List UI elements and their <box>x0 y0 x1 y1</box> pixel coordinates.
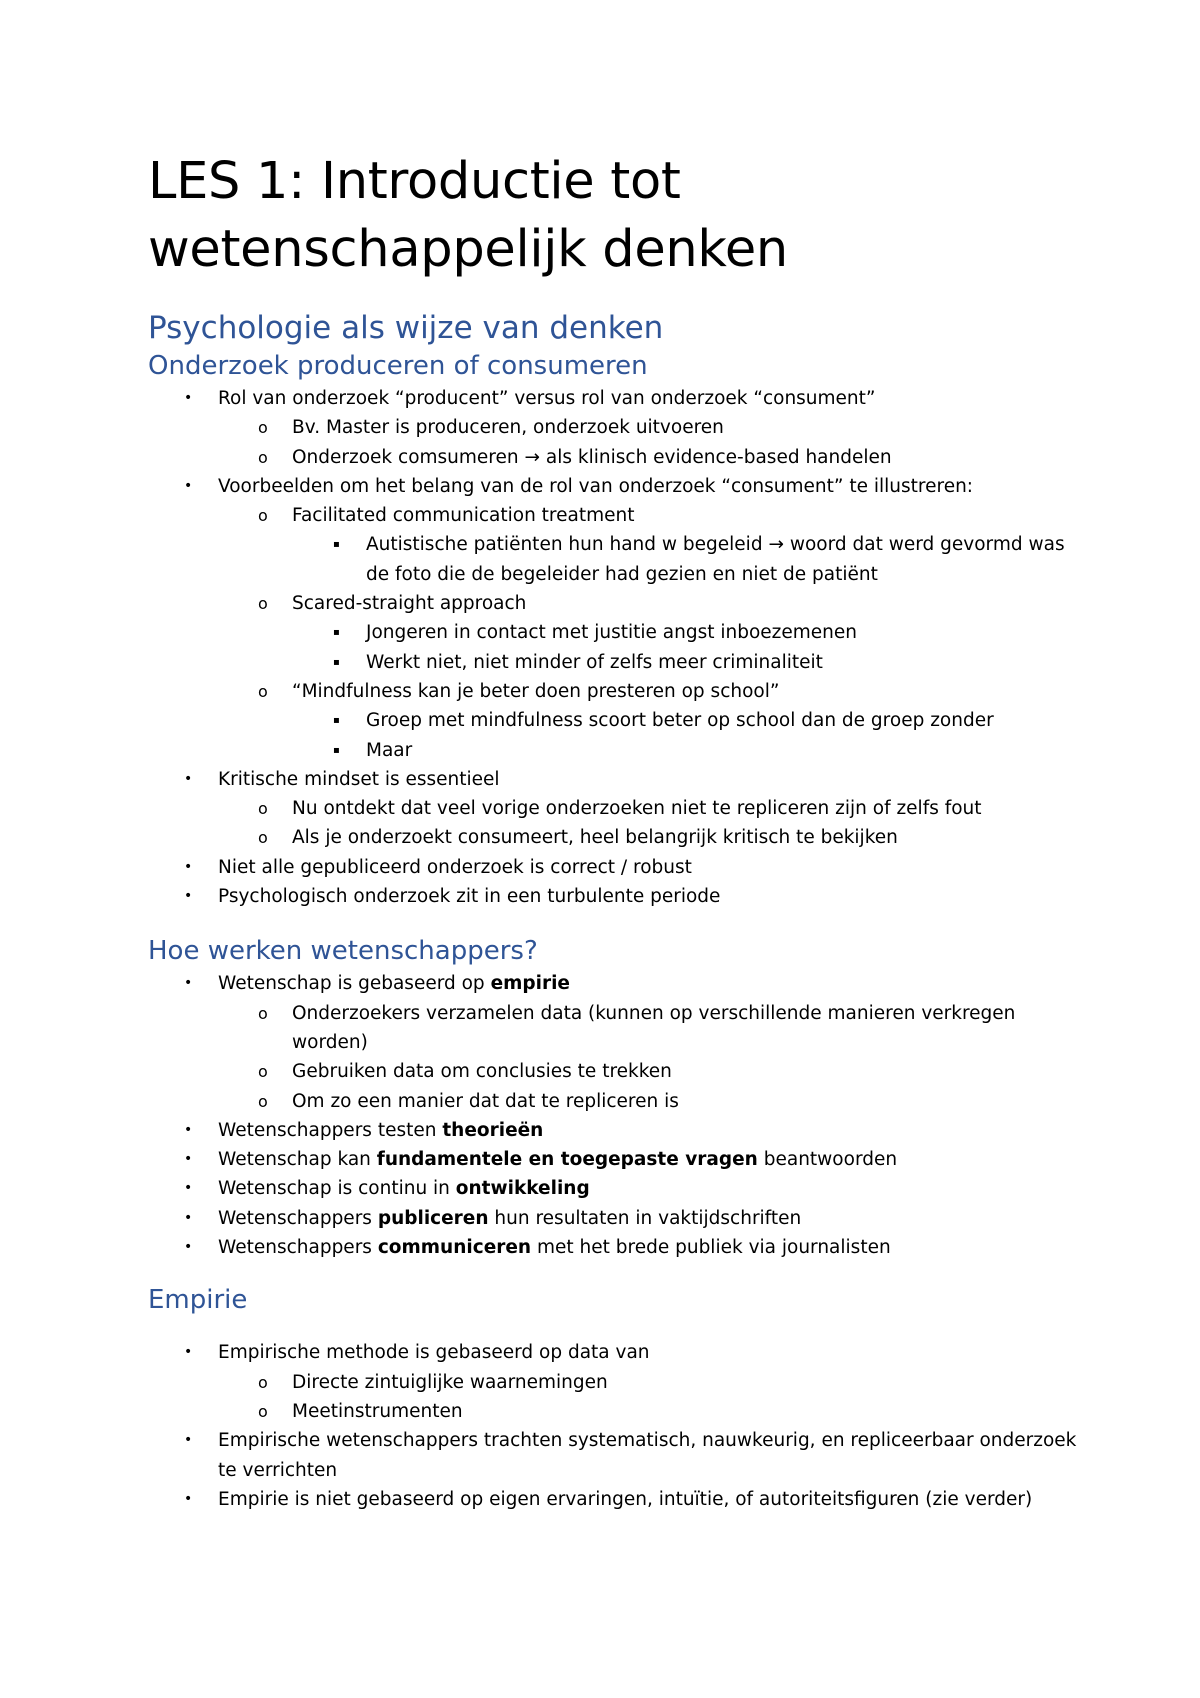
list-item: o Om zo een manier dat dat te repliceren is <box>148 1087 1088 1116</box>
list-item: • Wetenschappers testen theorieën <box>148 1116 1088 1145</box>
circle-bullet-icon: o <box>258 506 268 526</box>
list-item: • Wetenschap is continu in ontwikkeling <box>148 1174 1088 1203</box>
list-item: • Kritische mindset is essentieel <box>148 765 1088 794</box>
list-item: ▪ Werkt niet, niet minder of zelfs meer criminaliteit <box>148 648 1088 677</box>
bullet-icon: • <box>184 1432 193 1449</box>
square-bullet-icon: ▪ <box>333 744 340 756</box>
list-item: o Nu ontdekt dat veel vorige onderzoeken niet te repliceren zijn of zelfs fout <box>148 794 1088 823</box>
list-item: • Wetenschappers publiceren hun resultaten in vaktijdschriften <box>148 1204 1088 1233</box>
list-item: o Onderzoek comsumeren → als klinisch evidence-based handelen <box>148 443 1088 472</box>
list-section2 <box>148 969 1088 1262</box>
list-item: • Empirische wetenschappers trachten systematisch, nauwkeurig, en repliceerbaar onderzoek te verrichten <box>148 1426 1088 1485</box>
list-item: • Wetenschappers communiceren met het brede publiek via journalisten <box>148 1233 1088 1262</box>
circle-bullet-icon: o <box>258 828 268 848</box>
bullet-icon: • <box>184 975 193 992</box>
circle-bullet-icon: o <box>258 1091 268 1111</box>
bullet-icon: • <box>184 1239 193 1256</box>
circle-bullet-icon: o <box>258 418 268 438</box>
list-item: o Scared-straight approach <box>148 589 1088 618</box>
document-title <box>148 148 1088 284</box>
arrow-right-icon: → <box>524 446 541 468</box>
title-line-1: LES 1: Introductie tot <box>148 152 681 211</box>
heading-empirie: Empirie <box>148 1285 248 1316</box>
list-item: o Gebruiken data om conclusies te trekken <box>148 1057 1088 1086</box>
circle-bullet-icon: o <box>258 1401 268 1421</box>
bullet-icon: • <box>184 858 193 875</box>
circle-bullet-icon: o <box>258 1372 268 1392</box>
subheading-onderzoek: Onderzoek produceren of consumeren <box>148 351 648 381</box>
list-item: • Wetenschap is gebaseerd op empirie <box>148 969 1088 998</box>
square-bullet-icon: ▪ <box>333 715 340 727</box>
list-section1 <box>148 384 1088 911</box>
square-bullet-icon: ▪ <box>333 539 340 551</box>
bullet-icon: • <box>184 390 193 406</box>
list-item: • Rol van onderzoek “producent” versus rol van onderzoek “consument” <box>148 384 1088 413</box>
list-item: • Voorbeelden om het belang van de rol van onderzoek “consument” te illustreren: <box>148 472 1088 501</box>
list-item: • Psychologisch onderzoek zit in een turbulente periode <box>148 882 1088 911</box>
square-bullet-icon: ▪ <box>333 656 340 668</box>
list-item: o Onderzoekers verzamelen data (kunnen op verschillende manieren verkregen worden) <box>148 999 1088 1058</box>
list-item: • Empirie is niet gebaseerd op eigen ervaringen, intuïtie, of autoriteitsfiguren (zie verder) <box>148 1485 1088 1514</box>
heading-psychologie: Psychologie als wijze van denken <box>148 310 664 346</box>
list-item: • Empirische methode is gebaseerd op data van <box>148 1338 1088 1367</box>
bullet-icon: • <box>184 1490 193 1507</box>
bullet-icon: • <box>184 1121 193 1138</box>
bullet-icon: • <box>184 1180 193 1197</box>
list-item: ▪ Maar <box>148 736 1088 765</box>
title-line-2: wetenschappelijk denken <box>148 220 788 279</box>
list-item: o Als je onderzoekt consumeert, heel belangrijk kritisch te bekijken <box>148 823 1088 852</box>
list-section3 <box>148 1338 1088 1514</box>
list-item: o Directe zintuiglijke waarnemingen <box>148 1368 1088 1397</box>
bullet-icon: • <box>184 1344 193 1361</box>
list-item: • Wetenschap kan fundamentele en toegepaste vragen beantwoorden <box>148 1145 1088 1174</box>
square-bullet-icon: ▪ <box>333 627 340 639</box>
circle-bullet-icon: o <box>258 1003 268 1023</box>
circle-bullet-icon: o <box>258 799 268 819</box>
bullet-icon: • <box>184 477 193 494</box>
list-item: o Bv. Master is produceren, onderzoek uitvoeren <box>148 413 1088 442</box>
bullet-icon: • <box>184 770 193 787</box>
list-item: ▪ Autistische patiënten hun hand w begeleid → woord dat werd gevormd was de foto die de begeleider had gezien en niet de patiënt <box>148 530 1088 589</box>
bullet-icon: • <box>184 888 193 905</box>
list-item: o “Mindfulness kan je beter doen presteren op school” <box>148 677 1088 706</box>
circle-bullet-icon: o <box>258 1062 268 1082</box>
document-page <box>148 148 1088 1514</box>
circle-bullet-icon: o <box>258 594 268 614</box>
list-item: ▪ Groep met mindfulness scoort beter op school dan de groep zonder <box>148 706 1088 735</box>
list-item: ▪ Jongeren in contact met justitie angst inboezemenen <box>148 618 1088 647</box>
bullet-icon: • <box>184 1209 193 1226</box>
list-item: o Facilitated communication treatment <box>148 501 1088 530</box>
arrow-right-icon: → <box>768 534 784 556</box>
heading-hoe-werken: Hoe werken wetenschappers? <box>148 936 538 967</box>
list-item: o Meetinstrumenten <box>148 1397 1088 1426</box>
list-item: • Niet alle gepubliceerd onderzoek is correct / robust <box>148 853 1088 882</box>
bullet-icon: • <box>184 1151 193 1168</box>
circle-bullet-icon: o <box>258 447 268 467</box>
circle-bullet-icon: o <box>258 681 268 701</box>
